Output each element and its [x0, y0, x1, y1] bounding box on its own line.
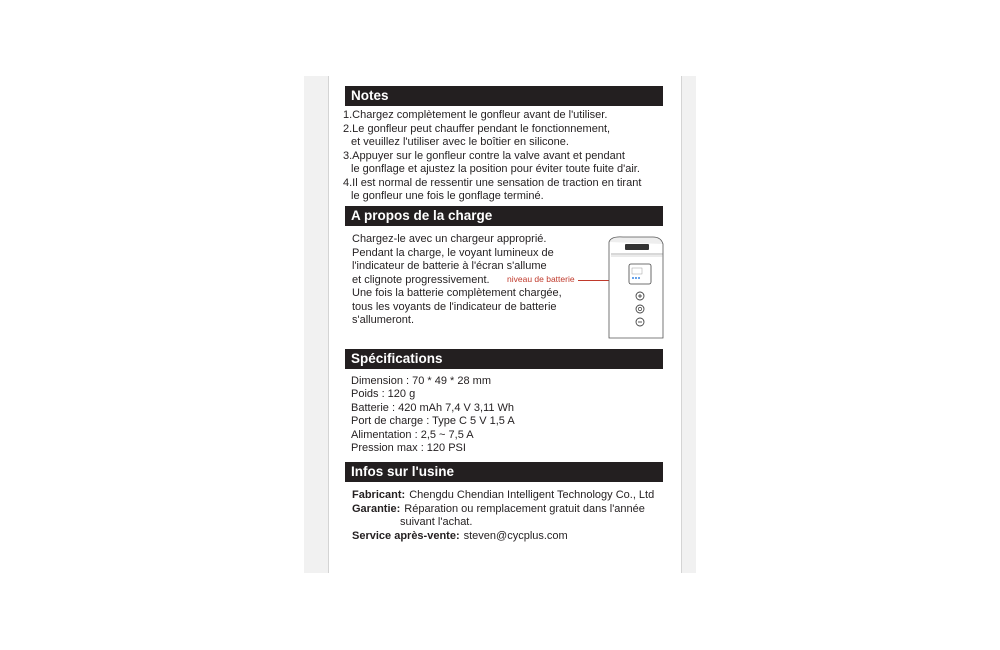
- spec-battery: Batterie : 420 mAh 7,4 V 3,11 Wh: [351, 401, 515, 414]
- specs-heading: Spécifications: [345, 349, 663, 369]
- service-email: steven@cycplus.com: [463, 529, 568, 542]
- notes-line: 1.Chargez complètement le gonfleur avant de l'utiliser.: [343, 109, 608, 121]
- notes-heading: Notes: [345, 86, 663, 106]
- charge-line: tous les voyants de l'indicateur de batterie: [352, 300, 557, 313]
- service-row: [352, 530, 654, 544]
- manufacturer-value: Chengdu Chendian Intelligent Technology Co., Ltd: [409, 489, 655, 501]
- charge-line: Une fois la batterie complètement chargée,: [352, 287, 562, 299]
- factory-heading: Infos sur l'usine: [345, 462, 663, 482]
- battery-level-callout: niveau de batterie: [507, 274, 575, 284]
- notes-line: 2.Le gonfleur peut chauffer pendant le fonctionnement,: [343, 122, 611, 135]
- warranty-row: [352, 503, 654, 517]
- manufacturer-row: [352, 489, 654, 503]
- spec-dimension: Dimension : 70 * 49 * 28 mm: [351, 375, 492, 387]
- charge-line: et clignote progressivement.: [352, 273, 490, 286]
- warranty-value-continued: suivant l'achat.: [400, 516, 473, 528]
- notes-line: et veuillez l'utiliser avec le boîtier en silicone.: [351, 136, 569, 148]
- warranty-value: Réparation ou remplacement gratuit dans l'année: [404, 502, 645, 515]
- spec-max-pressure: Pression max : 120 PSI: [351, 442, 466, 455]
- spec-weight: Poids : 120 g: [351, 388, 416, 401]
- charge-line: Chargez-le avec un chargeur approprié.: [352, 233, 547, 245]
- notes-line: le gonfleur une fois le gonflage terminé.: [351, 190, 544, 202]
- charge-line: s'allumeront.: [352, 314, 415, 326]
- manual-page: [328, 76, 682, 573]
- spec-charge-port: Port de charge : Type C 5 V 1,5 A: [351, 415, 515, 428]
- charge-line: Pendant la charge, le voyant lumineux de: [352, 246, 554, 259]
- charge-heading: A propos de la charge: [345, 206, 663, 226]
- spec-power: Alimentation : 2,5 ~ 7,5 A: [351, 428, 474, 441]
- notes-line: le gonflage et ajustez la position pour éviter toute fuite d'air.: [351, 163, 640, 175]
- inflator-device-icon: [605, 234, 667, 342]
- service-label: Service après-vente:: [352, 529, 460, 542]
- factory-info: [352, 489, 654, 543]
- warranty-label: Garantie:: [352, 502, 401, 515]
- specs-list: [351, 375, 515, 455]
- notes-line: 4.Il est normal de ressentir une sensation de traction en tirant: [343, 176, 642, 189]
- charge-line: l'indicateur de batterie à l'écran s'allume: [352, 260, 547, 272]
- manufacturer-label: Fabricant:: [352, 489, 406, 501]
- notes-line: 3.Appuyer sur le gonfleur contre la valve avant et pendant: [343, 149, 625, 162]
- notes-list: [343, 109, 641, 204]
